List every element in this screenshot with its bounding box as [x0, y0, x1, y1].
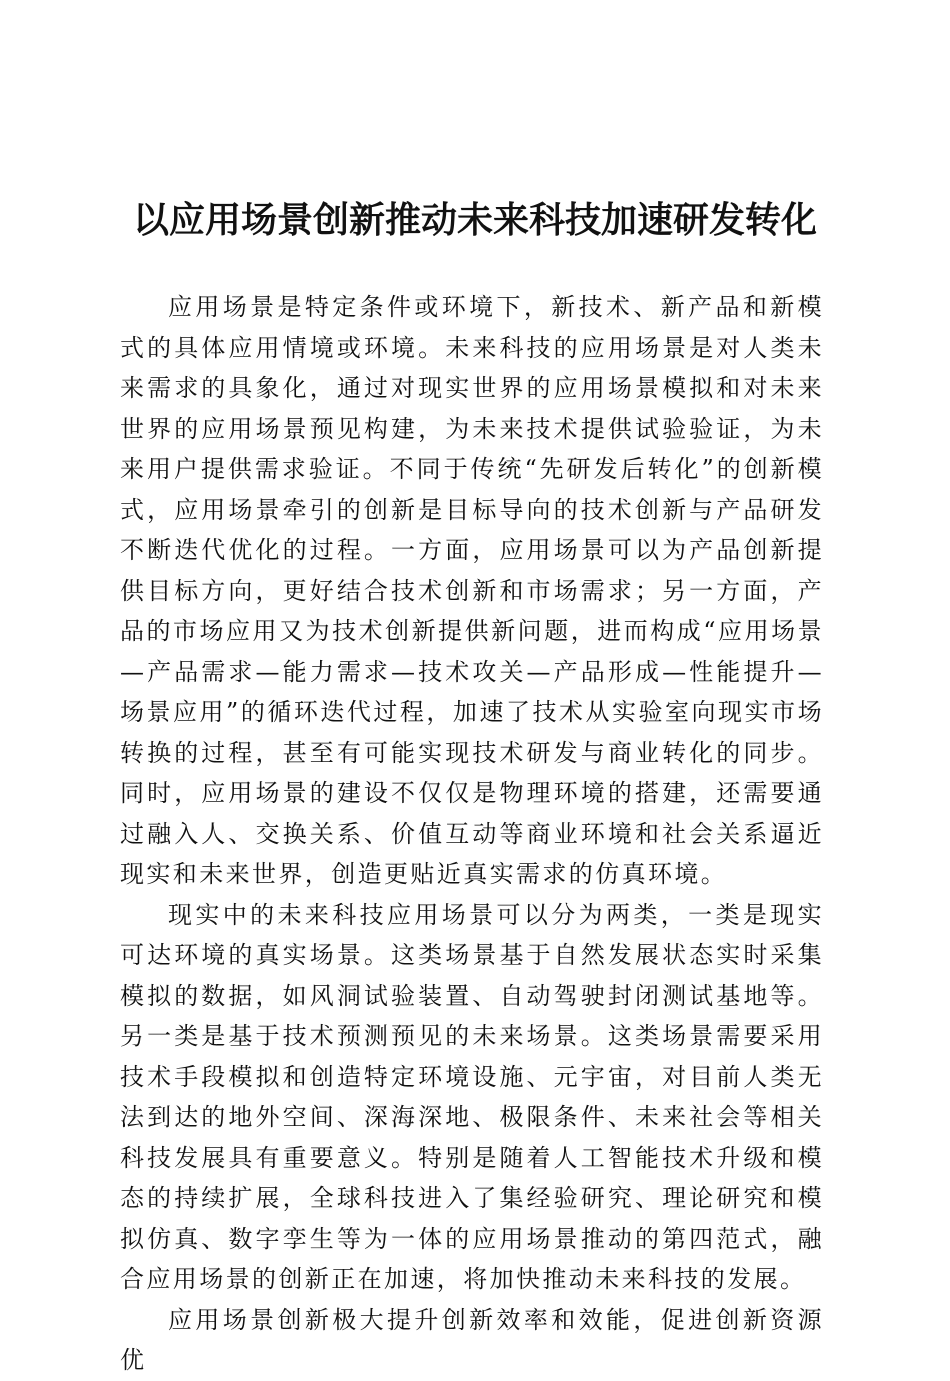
paragraph-1: 应用场景是特定条件或环境下，新技术、新产品和新模式的具体应用情境或环境。未来科技的应用场景是对人类未来需求的具象化，通过对现实世界的应用场景模拟和对未来世界的应用场景预见构建，为未来技术提供试验验证，为未来用户提供需求验证。不同于传统“先研发后转化”的创新模式，应用场景牵引的创新是目标导向的技术创新与产品研发不断迭代优化的过程。一方面，应用场景可以为产品创新提供目标方向，更好结合技术创新和市场需求；另一方面，产品的市场应用又为技术创新提供新问题，进而构成“应用场景—产品需求—能力需求—技术攻关—产品形成—性能提升—场景应用”的循环迭代过程，加速了技术从实验室向现实市场转换的过程，甚至有可能实现技术研发与商业转化的同步。同时，应用场景的建设不仅仅是物理环境的搭建，还需要通过融入人、交换关系、价值互动等商业环境和社会关系逼近现实和未来世界，创造更贴近真实需求的仿真环境。	[120, 293, 824, 888]
document-body	[120, 287, 824, 1381]
document-title: 以应用场景创新推动未来科技加速研发转化	[132, 199, 817, 241]
paragraph-3: 应用场景创新极大提升创新效率和效能，促进创新资源优	[120, 1305, 824, 1374]
paragraph-2: 现实中的未来科技应用场景可以分为两类，一类是现实可达环境的真实场景。这类场景基于自然发展状态实时采集模拟的数据，如风洞试验装置、自动驾驶封闭测试基地等。另一类是基于技术预测预见的未来场景。这类场景需要采用技术手段模拟和创造特定环境设施、元宇宙，对目前人类无法到达的地外空间、深海深地、极限条件、未来社会等相关科技发展具有重要意义。特别是随着人工智能技术升级和模态的持续扩展，全球科技进入了集经验研究、理论研究和模拟仿真、数字孪生等为一体的应用场景推动的第四范式，融合应用场景的创新正在加速，将加快推动未来科技的发展。	[120, 900, 824, 1293]
